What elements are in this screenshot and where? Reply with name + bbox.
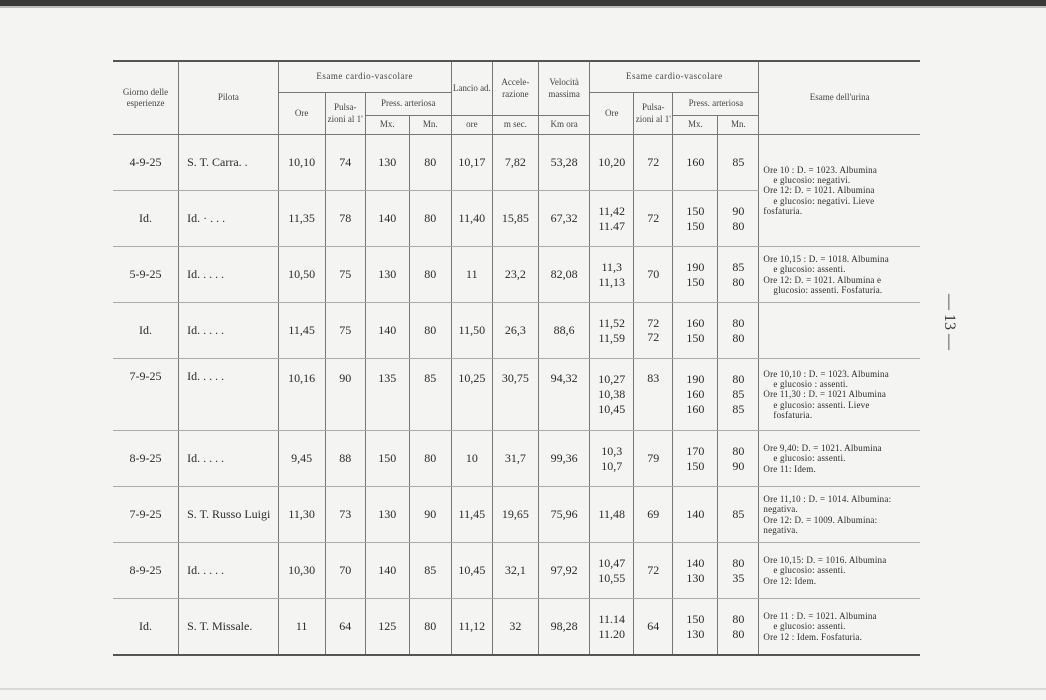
header-speed: Velocità massima xyxy=(538,61,589,116)
cell-mx-2 xyxy=(673,303,718,359)
header-urine: Esame dell'urina xyxy=(759,61,920,135)
cell-pulse: 88 xyxy=(325,431,365,487)
cell-mn-2 xyxy=(718,191,759,247)
value-line: 85 xyxy=(732,387,745,401)
value-line: 11,52 xyxy=(598,315,626,330)
cell-launch: 11,12 xyxy=(451,599,492,656)
table-row xyxy=(113,431,920,487)
value-line: 10,7 xyxy=(601,458,623,473)
value-line: 85 xyxy=(732,507,745,521)
cell-hours-2 xyxy=(590,135,634,191)
cell-pulse: 78 xyxy=(325,191,365,247)
urine-line: Ore 10,15 : D. = 1018. Albumina xyxy=(763,253,889,264)
cell-mn-2 xyxy=(718,247,759,303)
top-edge-line xyxy=(0,6,1046,8)
cell-mn-2 xyxy=(718,359,759,431)
cell-mx-2 xyxy=(673,359,718,431)
value-line: 85 xyxy=(732,402,745,416)
cell-hours-2 xyxy=(590,431,634,487)
cell-day: 5-9-25 xyxy=(113,247,179,303)
cell-launch: 11,40 xyxy=(451,191,492,247)
experiments-table xyxy=(113,60,920,656)
header-hours-2: Ore xyxy=(590,93,634,135)
cell-day: 7-9-25 xyxy=(113,487,179,543)
page-number: — 13 — xyxy=(941,294,958,350)
urine-line: e glucosio: assenti. xyxy=(773,453,846,464)
cell-mx-2 xyxy=(673,247,718,303)
value-line: 10,45 xyxy=(598,402,626,416)
value-line: 90 xyxy=(732,458,745,473)
table-row xyxy=(113,599,920,656)
value-line: 80 xyxy=(732,443,745,458)
cell-pulse: 70 xyxy=(325,543,365,599)
value-line: 80 xyxy=(732,626,745,641)
value-line: 11.20 xyxy=(598,626,626,641)
value-line: 80 xyxy=(732,274,745,289)
urine-line: Ore 10,15: D. = 1016. Albumina xyxy=(763,554,887,565)
cell-speed: 82,08 xyxy=(538,247,589,303)
cell-urine xyxy=(759,247,920,303)
header-launch: Lancio ad. xyxy=(451,61,492,116)
urine-line: glucosio: assenti. Fosfaturia. xyxy=(773,284,883,295)
cell-mn-2 xyxy=(718,135,759,191)
cell-pilot: Id. . . . . xyxy=(179,431,278,487)
cell-urine xyxy=(759,359,920,431)
cell-pulse-2: 70 xyxy=(634,247,673,303)
value-line: 85 xyxy=(732,155,745,169)
cell-mx-2 xyxy=(673,431,718,487)
value-line: 10,47 xyxy=(598,555,626,570)
urine-line: Ore 12: Idem. xyxy=(763,575,817,586)
cell-launch: 11,50 xyxy=(451,303,492,359)
value-line: 150 xyxy=(686,611,705,626)
cell-day: 8-9-25 xyxy=(113,431,179,487)
cell-mn-2 xyxy=(718,431,759,487)
value-line: 80 xyxy=(732,330,745,345)
cell-pulse: 90 xyxy=(325,359,365,431)
cell-accel: 31,7 xyxy=(492,431,538,487)
cell-mn: 85 xyxy=(409,359,451,431)
table-row xyxy=(113,543,920,599)
cell-hours-2 xyxy=(590,247,634,303)
cell-mx: 130 xyxy=(365,135,409,191)
header-pulse-1: Pulsa-zioni al 1' xyxy=(325,93,365,135)
cell-mn: 80 xyxy=(409,431,451,487)
cell-mx-2 xyxy=(673,191,718,247)
cell-pulse-2: 64 xyxy=(634,599,673,656)
cell-mx: 140 xyxy=(365,191,409,247)
cell-mx: 140 xyxy=(365,543,409,599)
value-line: 11,3 xyxy=(601,259,623,274)
cell-launch: 10,25 xyxy=(451,359,492,431)
value-line: 160 xyxy=(686,315,705,330)
cell-pulse: 64 xyxy=(325,599,365,656)
value-line: 150 xyxy=(686,458,705,473)
cell-urine xyxy=(759,599,920,656)
value-line: 90 xyxy=(732,203,745,218)
urine-line: e glucosio: negativi. xyxy=(773,174,851,185)
cell-pulse-2: 83 xyxy=(634,359,673,431)
value-line: 150 xyxy=(686,218,705,233)
cell-pilot: S. T. Carra. . xyxy=(179,135,278,191)
cell-hours: 10,16 xyxy=(278,359,325,431)
cell-mx-2 xyxy=(673,487,718,543)
cell-mn-2 xyxy=(718,487,759,543)
urine-line: e glucosio: assenti. xyxy=(773,565,846,576)
value-line: 170 xyxy=(686,443,705,458)
cell-pulse: 74 xyxy=(325,135,365,191)
cell-pulse-2: 79 xyxy=(634,431,673,487)
cell-mx: 140 xyxy=(365,303,409,359)
cell-mx: 130 xyxy=(365,247,409,303)
header-hours-1: Ore xyxy=(278,93,325,135)
cell-mn-2 xyxy=(718,599,759,656)
urine-line: fosfaturia. xyxy=(763,206,803,217)
cell-mn: 80 xyxy=(409,135,451,191)
header-mx-2: Mx. xyxy=(673,116,718,135)
urine-line: e glucosio: negativi. Lieve xyxy=(773,195,875,206)
cell-pulse-2: 69 xyxy=(634,487,673,543)
value-line: 80 xyxy=(732,218,745,233)
value-line: 150 xyxy=(686,203,705,218)
urine-line: Ore 9,40: D. = 1021. Albumina xyxy=(763,442,882,453)
header-pilot: Pilota xyxy=(179,61,278,135)
header-day: Giorno delle esperienze xyxy=(113,61,179,135)
cell-speed: 75,96 xyxy=(538,487,589,543)
value-line: 150 xyxy=(686,330,705,345)
cell-pilot: Id. · . . . xyxy=(179,191,278,247)
cell-mx: 125 xyxy=(365,599,409,656)
header-mx-1: Mx. xyxy=(365,116,409,135)
value-line: 10,20 xyxy=(598,155,626,169)
cell-speed: 53,28 xyxy=(538,135,589,191)
cell-mn-2 xyxy=(718,543,759,599)
table-row xyxy=(113,359,920,431)
value-line: 10,55 xyxy=(598,570,626,585)
urine-line: Ore 12: D. = 1021. Albumina e xyxy=(763,274,882,285)
cell-speed: 97,92 xyxy=(538,543,589,599)
value-line: 140 xyxy=(686,507,705,521)
cell-accel: 32 xyxy=(492,599,538,656)
urine-line: e glucosio: assenti. xyxy=(773,621,846,632)
value-line: 160 xyxy=(686,155,705,169)
table-row xyxy=(113,303,920,359)
cell-pulse-2: 72 xyxy=(634,543,673,599)
cell-urine xyxy=(759,487,920,543)
cell-day: 4-9-25 xyxy=(113,135,179,191)
urine-line: Ore 11 : D. = 1021. Albumina xyxy=(763,610,877,621)
cell-accel: 15,85 xyxy=(492,191,538,247)
value-line: 190 xyxy=(686,372,705,386)
value-line: 11.14 xyxy=(598,611,626,626)
cell-pilot: Id. . . . . xyxy=(179,359,278,431)
cell-pulse-2: 72 xyxy=(634,191,673,247)
header-pulse-2: Pulsa-zioni al 1' xyxy=(634,93,673,135)
cell-hours: 9,45 xyxy=(278,431,325,487)
header-cardio-1: Esame cardio-vascolare xyxy=(278,61,451,93)
value-line: 80 xyxy=(732,555,745,570)
value-line: 140 xyxy=(686,555,705,570)
cell-accel: 32,1 xyxy=(492,543,538,599)
cell-hours: 11,35 xyxy=(278,191,325,247)
value-line: 130 xyxy=(686,570,705,585)
cell-accel: 26,3 xyxy=(492,303,538,359)
cell-hours-2 xyxy=(590,543,634,599)
header-mn-2: Mn. xyxy=(718,116,759,135)
cell-hours-2 xyxy=(590,191,634,247)
cell-urine xyxy=(759,431,920,487)
cell-mn: 80 xyxy=(409,191,451,247)
cell-hours: 10,10 xyxy=(278,135,325,191)
cell-urine xyxy=(759,135,920,247)
cell-mn: 90 xyxy=(409,487,451,543)
value-line: 150 xyxy=(686,274,705,289)
table-row xyxy=(113,247,920,303)
cell-pilot: Id. . . . . xyxy=(179,247,278,303)
value-line: 160 xyxy=(686,402,705,416)
cell-accel: 30,75 xyxy=(492,359,538,431)
header-accel-unit: m sec. xyxy=(492,116,538,135)
cell-day: Id. xyxy=(139,619,153,633)
cell-launch: 11,45 xyxy=(451,487,492,543)
urine-line: fosfaturia. xyxy=(773,410,813,421)
value-line: 72 72 xyxy=(647,315,660,344)
value-line: 11,48 xyxy=(598,507,626,521)
urine-line: e glucosio: assenti. xyxy=(773,264,846,275)
cell-hours-2 xyxy=(590,359,634,431)
cell-pilot: Id. . . . . xyxy=(179,303,278,359)
value-line: 80 xyxy=(732,611,745,626)
cell-speed: 99,36 xyxy=(538,431,589,487)
cell-accel: 23,2 xyxy=(492,247,538,303)
value-line: 11,59 xyxy=(598,330,626,345)
cell-urine xyxy=(759,543,920,599)
cell-pulse: 75 xyxy=(325,303,365,359)
cell-speed: 94,32 xyxy=(538,359,589,431)
cell-urine-empty xyxy=(759,303,920,359)
cell-hours-2 xyxy=(590,303,634,359)
cell-mx: 150 xyxy=(365,431,409,487)
header-pressure-1: Press. arteriosa xyxy=(365,93,451,116)
cell-pulse-2 xyxy=(634,303,673,359)
urine-line: Ore 12: D. = 1009. Albumina: xyxy=(763,514,878,525)
cell-launch: 10,45 xyxy=(451,543,492,599)
urine-line: Ore 10 : D. = 1023. Albumina xyxy=(763,164,878,175)
cell-speed: 88,6 xyxy=(538,303,589,359)
cell-hours: 11 xyxy=(278,599,325,656)
value-line: 80 xyxy=(732,315,745,330)
cell-mn: 80 xyxy=(409,303,451,359)
urine-line: Ore 11,10 : D. = 1014. Albumina: xyxy=(763,493,892,504)
cell-hours: 10,50 xyxy=(278,247,325,303)
header-mn-1: Mn. xyxy=(409,116,451,135)
cell-hours-2 xyxy=(590,487,634,543)
bottom-edge-line xyxy=(0,688,1046,690)
urine-line: Ore 11: Idem. xyxy=(763,463,816,474)
value-line: 85 xyxy=(732,259,745,274)
header-pressure-2: Press. arteriosa xyxy=(673,93,759,116)
table-row xyxy=(113,487,920,543)
cell-pilot: S. T. Missale. xyxy=(179,599,278,656)
cell-mx: 130 xyxy=(365,487,409,543)
cell-accel: 7,82 xyxy=(492,135,538,191)
cell-hours: 11,45 xyxy=(278,303,325,359)
urine-line: Ore 12 : Idem. Fosfaturia. xyxy=(763,631,863,642)
urine-line: negativa. xyxy=(763,524,798,535)
urine-line: negativa. xyxy=(763,504,798,515)
table-row xyxy=(113,135,920,191)
cell-pulse: 73 xyxy=(325,487,365,543)
cell-mx-2 xyxy=(673,599,718,656)
value-line: 11,42 xyxy=(598,203,626,218)
cell-accel: 19,65 xyxy=(492,487,538,543)
urine-line: Ore 11,30 : D. = 1021 Albumina xyxy=(763,389,887,400)
value-line: 10,3 xyxy=(601,443,623,458)
value-line: 10,38 xyxy=(598,387,626,401)
cell-day: 7-9-25 xyxy=(113,359,179,431)
value-line: 190 xyxy=(686,259,705,274)
cell-hours: 10,30 xyxy=(278,543,325,599)
cell-mx-2 xyxy=(673,135,718,191)
cell-mn: 80 xyxy=(409,599,451,656)
urine-line: Ore 10,10 : D. = 1023. Albumina xyxy=(763,368,889,379)
cell-pulse: 75 xyxy=(325,247,365,303)
cell-day: Id. xyxy=(113,303,179,359)
cell-mn: 85 xyxy=(409,543,451,599)
cell-speed: 67,32 xyxy=(538,191,589,247)
cell-day: Id. xyxy=(113,191,179,247)
cell-mx: 135 xyxy=(365,359,409,431)
urine-line: Ore 12: D. = 1021. Albumina xyxy=(763,185,875,196)
cell-pulse-2: 72 xyxy=(634,135,673,191)
value-line: 11.47 xyxy=(598,218,626,233)
cell-mn-2 xyxy=(718,303,759,359)
cell-speed: 98,28 xyxy=(538,599,589,656)
cell-pilot: Id. . . . . xyxy=(179,543,278,599)
value-line: 35 xyxy=(732,570,745,585)
header-accel: Accele-razione xyxy=(492,61,538,116)
cell-launch: 10,17 xyxy=(451,135,492,191)
header-speed-unit: Km ora xyxy=(538,116,589,135)
cell-launch: 11 xyxy=(451,247,492,303)
cell-hours-2 xyxy=(590,599,634,656)
value-line: 130 xyxy=(686,626,705,641)
cell-mx-2 xyxy=(673,543,718,599)
cell-launch: 10 xyxy=(451,431,492,487)
cell-pilot: S. T. Russo Luigi xyxy=(179,487,278,543)
value-line: 11,13 xyxy=(598,274,626,289)
header-cardio-2: Esame cardio-vascolare xyxy=(590,61,759,93)
value-line: 160 xyxy=(686,387,705,401)
value-line: 10,27 xyxy=(598,372,626,386)
header-launch-unit: ore xyxy=(451,116,492,135)
urine-line: e glucosio: assenti. Lieve xyxy=(773,399,870,410)
cell-mn: 80 xyxy=(409,247,451,303)
cell-hours: 11,30 xyxy=(278,487,325,543)
value-line: 80 xyxy=(732,372,745,386)
urine-line: e glucosio : assenti. xyxy=(773,378,849,389)
cell-day: 8-9-25 xyxy=(113,543,179,599)
